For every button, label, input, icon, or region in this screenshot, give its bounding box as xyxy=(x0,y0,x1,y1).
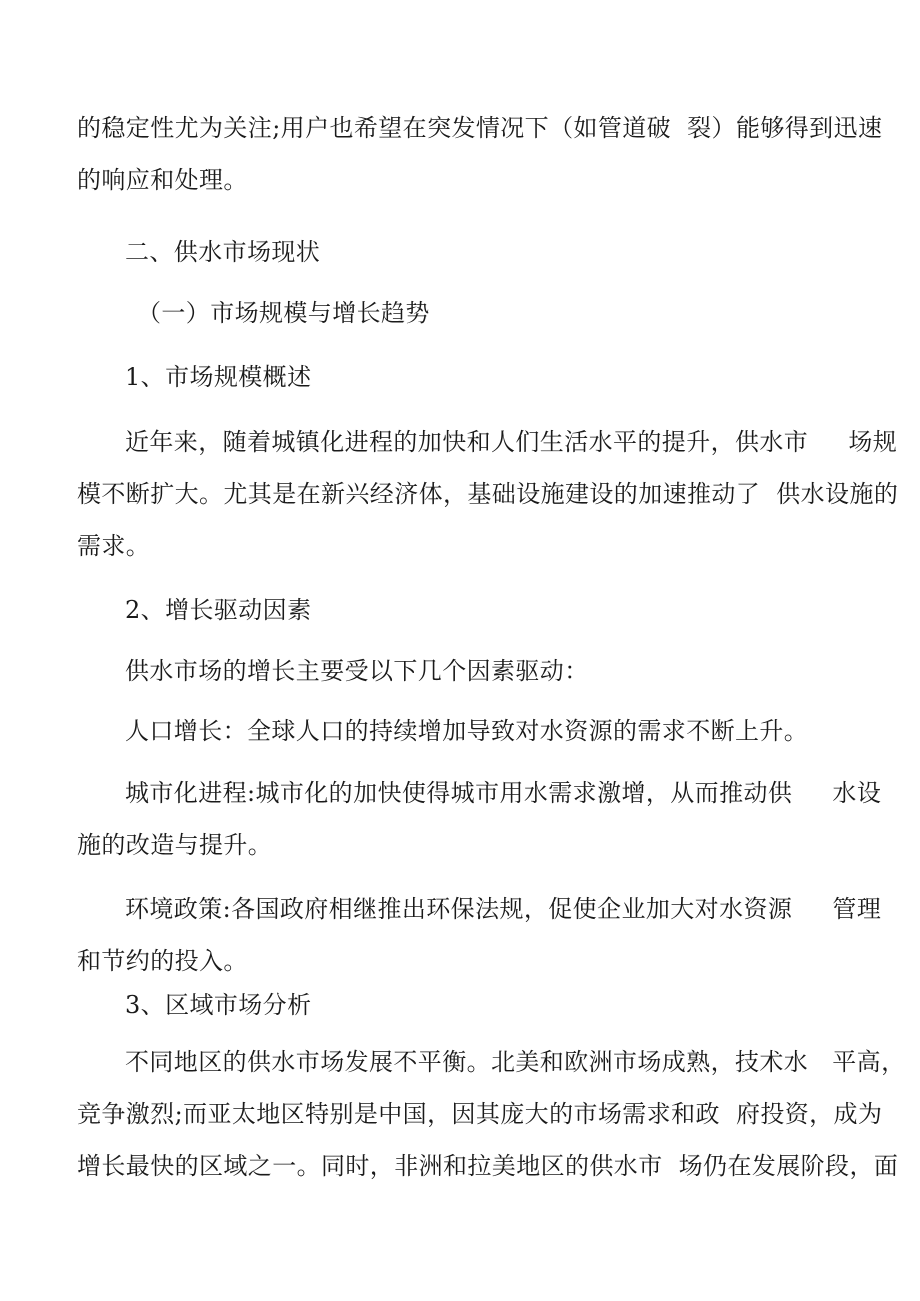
item-heading: 3、区域市场分析 xyxy=(125,991,312,1019)
subsection-heading: （一）市场规模与增长趋势 xyxy=(137,299,430,327)
paragraph-line: 和节约的投入。 xyxy=(77,947,248,975)
paragraph-line: 的稳定性尤为关注;用户也希望在突发情况下（如管道破 裂）能够得到迅速 xyxy=(77,114,883,142)
paragraph-line: 不同地区的供水市场发展不平衡。北美和欧洲市场成熟，技术水 平高， xyxy=(125,1048,906,1076)
paragraph-line: 竞争激烈;而亚太地区特别是中国，因其庞大的市场需求和政 府投资，成为 xyxy=(77,1100,883,1128)
paragraph-line: 人口增长：全球人口的持续增加导致对水资源的需求不断上升。 xyxy=(125,717,809,745)
paragraph-line: 城市化进程:城市化的加快使得城市用水需求激增，从而推动供 水设 xyxy=(125,779,882,807)
paragraph-line: 供水市场的增长主要受以下几个因素驱动： xyxy=(125,657,589,685)
paragraph-line: 增长最快的区域之一。同时，非洲和拉美地区的供水市 场仍在发展阶段，面 xyxy=(77,1152,899,1180)
paragraph-line: 近年来，随着城镇化进程的加快和人们生活水平的提升，供水市 场规 xyxy=(125,428,898,456)
paragraph-line: 环境政策:各国政府相继推出环保法规，促使企业加大对水资源 管理 xyxy=(125,895,882,923)
paragraph-line: 需求。 xyxy=(77,532,151,560)
section-heading: 二、供水市场现状 xyxy=(125,238,321,266)
item-heading: 2、增长驱动因素 xyxy=(125,596,312,624)
paragraph-line: 模不断扩大。尤其是在新兴经济体，基础设施建设的加速推动了 供水设施的 xyxy=(77,480,899,508)
paragraph-line: 的响应和处理。 xyxy=(77,166,248,194)
item-heading: 1、市场规模概述 xyxy=(125,363,312,391)
paragraph-line: 施的改造与提升。 xyxy=(77,831,273,859)
